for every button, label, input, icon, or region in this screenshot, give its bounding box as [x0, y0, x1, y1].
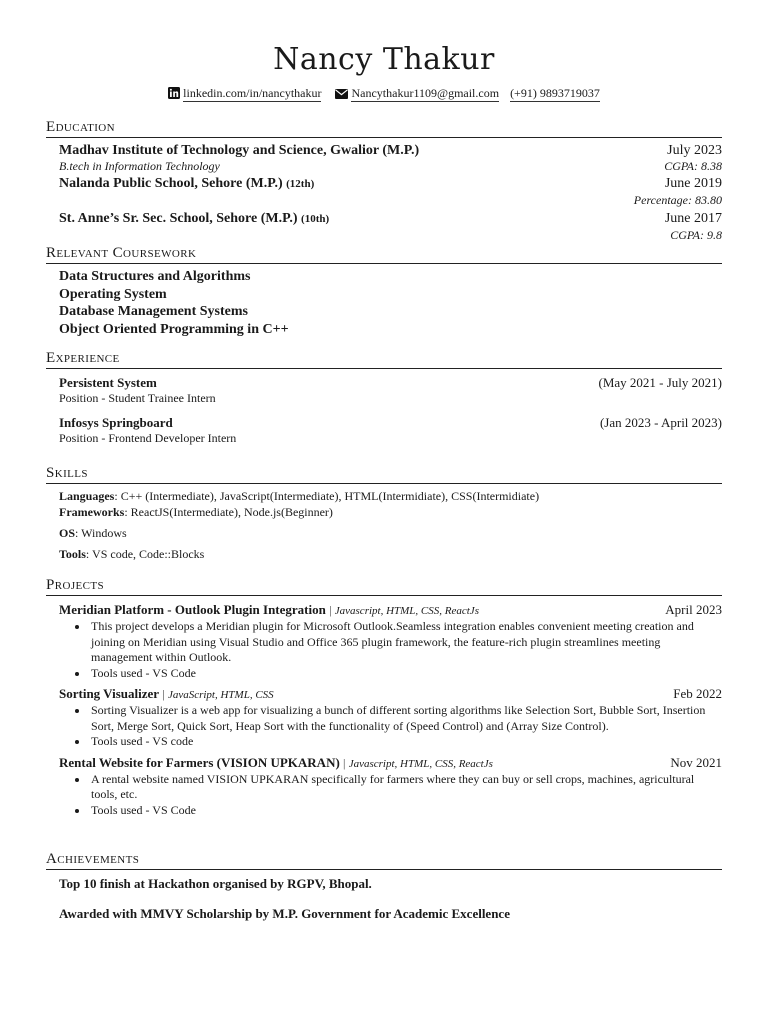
project-bullet: • Tools used - VS Code: [89, 803, 722, 819]
position: Position - Frontend Developer Intern: [59, 431, 237, 445]
experience-dates: (May 2021 - July 2021): [598, 375, 722, 390]
project-date: Nov 2021: [670, 754, 722, 770]
project-bullet: • This project develops a Meridian plugin for Microsoft Outlook.Seamless integration enables convenient meeting creation and joining on Meridian using Visual Studio and Office 365 plugin framework, the feature-rich plugin streamlines meeting management within Outlook.: [89, 619, 722, 666]
skill-languages: Languages: C++ (Intermediate), JavaScript(Intermediate), HTML(Intermidiate), CSS(Intermidiate): [59, 489, 540, 503]
skill-os: OS: Windows: [59, 526, 127, 540]
project-tech: Javascript, HTML, CSS, ReactJs: [334, 605, 479, 617]
section-title: Relevant Coursework: [46, 244, 722, 264]
skill-tools: Tools: VS code, Code::Blocks: [59, 547, 205, 561]
email-link[interactable]: Nancythakur1109@gmail.com: [351, 86, 500, 100]
experience-entry: [46, 415, 722, 446]
company-name: Persistent System: [59, 375, 157, 390]
section-title: Experience: [46, 349, 722, 369]
candidate-name: Nancy Thakur: [273, 42, 495, 77]
project-name: Rental Website for Farmers (VISION UPKARAN): [59, 754, 340, 770]
projects-section: [46, 576, 722, 818]
school-name: Madhav Institute of Technology and Science, Gwalior (M.P.): [59, 143, 420, 158]
section-title: Skills: [46, 464, 722, 484]
position: Position - Student Trainee Intern: [59, 391, 216, 405]
education-score: CGPA: 9.8: [670, 228, 722, 242]
section-title: Education: [46, 118, 722, 138]
project-bullet: • A rental website named VISION UPKARAN specifically for farmers where they can buy or sell crops, machines, agricultural tools, etc.: [89, 772, 722, 803]
course-item: Operating System: [59, 286, 167, 302]
education-score: CGPA: 8.38: [664, 159, 722, 173]
project-tech: JavaScript, HTML, CSS: [167, 689, 274, 701]
education-entry: [46, 210, 722, 243]
project-bullet: • Sorting Visualizer is a web app for visualizing a bunch of different sorting algorithms like Selection Sort, Bubble Sort, Insertion Sort, Merge Sort, Quick Sort, Heap Sort with the functionality of (Speed Control) and (Array Size Control).: [89, 703, 722, 734]
achievement-item: Top 10 finish at Hackathon organised by RGPV, Bhopal.: [59, 876, 372, 891]
section-title: Achievements: [46, 850, 722, 870]
education-section: [46, 118, 722, 243]
company-name: Infosys Springboard: [59, 415, 173, 430]
course-item: Object Oriented Programming in C++: [59, 321, 289, 337]
contact-line: [46, 86, 722, 103]
project-entry: Rental Website for Farmers (VISION UPKARAN) | Javascript, HTML, CSS, ReactJs Nov 2021 • A rental website named VISION UPKARAN specifically for farmers where they can buy or sell crops, machines, agricultural tools, etc. • Tools used - VS Code: [46, 755, 722, 819]
phone-link[interactable]: (+91) 9893719037: [510, 86, 600, 100]
experience-section: [46, 349, 722, 446]
skill-frameworks: Frameworks: ReactJS(Intermediate), Node.js(Beginner): [59, 505, 333, 519]
education-entry: [46, 175, 722, 208]
section-title: Projects: [46, 576, 722, 596]
project-name: Sorting Visualizer: [59, 686, 160, 701]
course-item: Data Structures and Algorithms: [59, 269, 251, 284]
project-date: Feb 2022: [673, 686, 722, 701]
experience-entry: [46, 375, 722, 406]
linkedin-link[interactable]: linkedin.com/in/nancythakur: [183, 86, 322, 100]
education-date: June 2019: [664, 176, 722, 191]
project-bullet: • Tools used - VS code: [89, 734, 722, 750]
course-item: Database Management Systems: [59, 304, 248, 319]
achievements-section: [46, 850, 722, 922]
project-tech: Javascript, HTML, CSS, ReactJs: [348, 757, 493, 770]
education-entry: [46, 142, 722, 174]
skills-section: [46, 464, 722, 562]
education-date: July 2023: [667, 143, 722, 158]
project-entry: Sorting Visualizer | JavaScript, HTML, CSS Feb 2022 • Sorting Visualizer is a web app for visualizing a bunch of different sorting algorithms like Selection Sort, Bubble Sort, Insertion Sort, Merge Sort, Quick Sort, Heap Sort with the functionality of (Speed Control) and (Array Size Control). • Tools used - VS code: [46, 686, 722, 750]
envelope-icon: [335, 88, 348, 103]
school-name: Nalanda Public School, Sehore (M.P.): [59, 176, 283, 191]
project-name: Meridian Platform - Outlook Plugin Integration: [59, 602, 326, 617]
coursework-section: [46, 244, 722, 338]
linkedin-icon: [168, 87, 180, 103]
education-score: Percentage: 83.80: [633, 193, 722, 207]
project-entry: Meridian Platform - Outlook Plugin Integration | Javascript, HTML, CSS, ReactJs April 2023 • This project develops a Meridian plugin for Microsoft Outlook.Seamless integration enables convenient meeting creation and joining on Meridian using Visual Studio and Office 365 plugin framework, the feature-rich plugin streamlines meeting management within Outlook. • Tools used - VS Code: [46, 602, 722, 681]
project-bullet: • Tools used - VS Code: [89, 666, 722, 682]
achievement-item: Awarded with MMVY Scholarship by M.P. Government for Academic Excellence: [59, 906, 510, 921]
school-level: (12th): [286, 178, 315, 190]
experience-dates: (Jan 2023 - April 2023): [599, 415, 722, 430]
project-date: April 2023: [665, 602, 722, 617]
school-level: (10th): [301, 213, 330, 225]
degree: B.tech in Information Technology: [59, 159, 220, 173]
education-date: June 2017: [664, 211, 722, 226]
school-name: St. Anne’s Sr. Sec. School, Sehore (M.P.): [59, 211, 298, 226]
